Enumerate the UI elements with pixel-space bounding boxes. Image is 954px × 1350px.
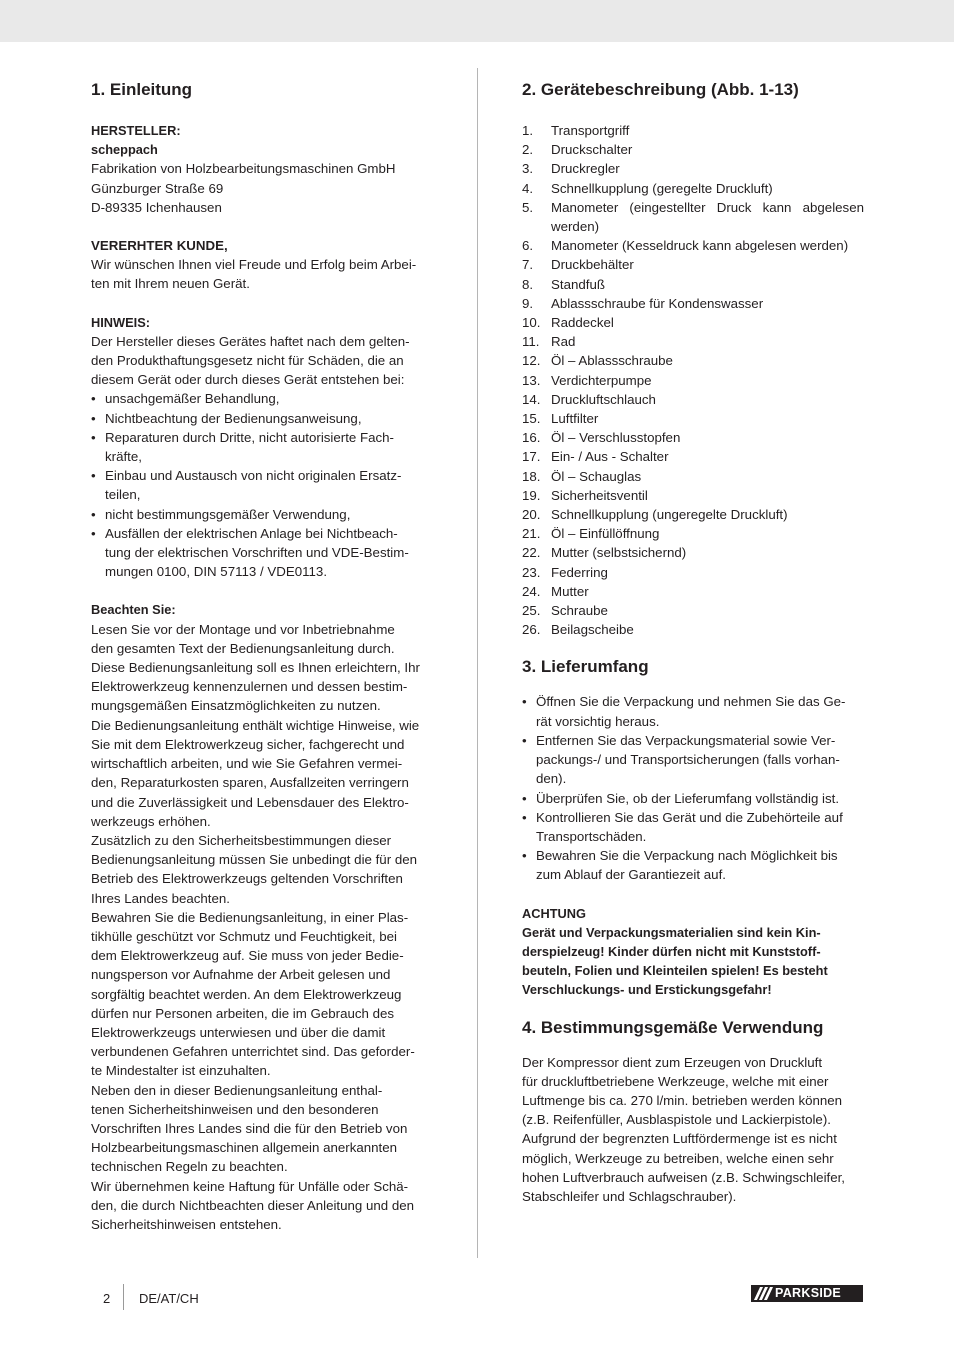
kunde-line: Wir wünschen Ihnen viel Freude und Erfolg beim Arbei-: [91, 257, 417, 273]
hersteller-line: D-89335 Ichenhausen: [91, 199, 222, 215]
part-label: Ein- / Aus - Schalter: [551, 449, 669, 465]
left-column: [91, 76, 435, 1234]
list-item: • Nichtbeachtung der Bedienungsanweisung,: [91, 409, 435, 428]
kunde-label: VERERHTER KUNDE,: [91, 238, 228, 254]
parts-list-item: [522, 179, 864, 198]
part-number: 8.: [522, 276, 534, 292]
part-number: 17.: [522, 449, 541, 465]
list-item: • Überprüfen Sie, ob der Lieferumfang vollständig ist.: [522, 789, 864, 808]
parts-list-item: [522, 467, 864, 486]
part-number: 22.: [522, 545, 541, 561]
part-label: Manometer (eingestellter Druck kann abgelesen werden): [551, 199, 864, 235]
list-item: • Entfernen Sie das Verpackungsmaterial sowie Ver- packungs-/ und Transportsicherungen (falls vorhan- den).: [522, 731, 864, 789]
part-number: 9.: [522, 295, 534, 311]
part-label: Transportgriff: [551, 123, 630, 138]
section-title-verwendung: 4. Bestimmungsgemäße Verwendung: [522, 1017, 824, 1037]
column-divider: [477, 68, 478, 1258]
part-label: Schnellkupplung (geregelte Druckluft): [551, 180, 773, 196]
hinweis-label: HINWEIS:: [91, 314, 151, 330]
lieferumfang-list: [522, 692, 864, 884]
part-number: 14.: [522, 391, 541, 407]
part-label: Druckbehälter: [551, 257, 634, 273]
parts-list-item: [522, 159, 864, 178]
part-label: Druckluftschlauch: [551, 391, 656, 407]
header-band: [0, 0, 954, 42]
parts-list-item: [522, 505, 864, 524]
parts-list-item: [522, 275, 864, 294]
part-label: Mutter (selbstsichernd): [551, 545, 687, 561]
part-number: 4.: [522, 180, 534, 196]
parts-list-item: [522, 313, 864, 332]
section-title-lieferumfang: 3. Lieferumfang: [522, 657, 649, 677]
part-number: 26.: [522, 622, 541, 638]
parts-list-item: [522, 294, 864, 313]
logo-stripes-icon: [754, 1285, 772, 1302]
part-number: 3.: [522, 161, 534, 177]
part-label: Druckschalter: [551, 142, 633, 158]
part-number: 21.: [522, 526, 541, 542]
list-item: • Einbau und Austausch von nicht originalen Ersatz- teilen,: [91, 466, 435, 504]
part-number: 19.: [522, 487, 541, 503]
part-label: Federring: [551, 564, 608, 580]
parts-list-item: [522, 428, 864, 447]
hinweis-list: [91, 389, 435, 581]
beachten-label: Beachten Sie:: [91, 602, 176, 618]
part-number: 16.: [522, 430, 541, 446]
parts-list-item: [522, 121, 864, 140]
part-number: 1.: [522, 123, 534, 138]
part-label: Schnellkupplung (ungeregelte Druckluft): [551, 507, 788, 523]
part-number: 10.: [522, 315, 541, 331]
part-number: 13.: [522, 372, 541, 388]
parts-list-item: [522, 447, 864, 466]
verwendung-paragraph: Der Kompressor dient zum Erzeugen von Druckluft für druckluftbetriebene Werkzeuge, welche mit einer Luftmenge bis ca. 270 l/min. betrieben werden können (z.B. Reifenfüller, Ausblaspistole und Lackierpistole). Aufgrund der begrenzten Luftfördermenge ist es nicht möglich, Werkzeuge zu betreiben, welche einen sehr hohen Luftverbrauch aufweisen (z.B. Schwingschleifer, Stabschleifer und Schlagschrauber).: [522, 1054, 846, 1204]
achtung-warning: Gerät und Verpackungsmaterialien sind kein Kin- derspielzeug! Kinder dürfen nicht mit Kunststoff- beuteln, Folien und Kleinteilen spielen! Es besteht Verschluckungs- und Erstickungsgefahr!: [522, 924, 828, 998]
parts-list-item: [522, 524, 864, 543]
footer-divider: [123, 1284, 124, 1310]
hersteller-line: Günzburger Straße 69: [91, 180, 224, 196]
kunde-line: ten mit Ihrem neuen Gerät.: [91, 276, 250, 292]
part-label: Druckregler: [551, 161, 620, 177]
parts-list-item: [522, 332, 864, 351]
page-number: 2: [103, 1291, 111, 1306]
parts-list-item: [522, 563, 864, 582]
parts-list-item: [522, 140, 864, 159]
hinweis-line: den Produkthaftungsgesetz nicht für Schäden, die an: [91, 353, 404, 369]
part-number: 12.: [522, 353, 541, 369]
part-label: Ablassschraube für Kondenswasser: [551, 295, 764, 311]
hersteller-label: HERSTELLER:: [91, 123, 181, 138]
parts-list-item: [522, 236, 864, 255]
hinweis-line: Der Hersteller dieses Gerätes haftet nach dem gelten-: [91, 333, 410, 349]
parts-list-item: [522, 390, 864, 409]
list-item: • Kontrollieren Sie das Gerät und die Zubehörteile auf Transportschäden.: [522, 808, 864, 846]
parts-list-item: [522, 620, 864, 639]
parts-list-item: [522, 409, 864, 428]
achtung-label: ACHTUNG: [522, 905, 586, 921]
list-item: • Reparaturen durch Dritte, nicht autorisierte Fach- kräfte,: [91, 428, 435, 466]
beachten-paragraph: Lesen Sie vor der Montage und vor Inbetriebnahme den gesamten Text der Bedienungsanleitung durch. Diese Bedienungsanleitung soll es Ihnen erleichtern, Ihr Elektrowerkzeug kennenzulernen und dessen bestim- mungsgemäßen Einsatzmöglichkeiten zu nutzen. Die Bedienungsanleitung enthält wichtige Hinweise, wie Sie mit dem Elektrowerkzeug sicher, fachgerecht und wirtschaftlich arbeiten, und wie Sie Gefahren vermei- den, Reparaturkosten sparen, Ausfallzeiten verringern und die Zuverlässigkeit und Lebensdauer des Elektro- werkzeugs erhöhen. Zusätzlich zu den Sicherheitsbestimmungen dieser Bedienungsanleitung müssen Sie unbedingt die für den Betrieb des Elektrowerkzeugs geltenden Vorschriften Ihres Landes beachten. Bewahren Sie die Bedienungsanleitung, in einer Plas- tikhülle geschützt vor Schmutz und Feuchtigkeit, bei dem Elektrowerkzeug auf. Sie muss von jeder Bedie- nungsperson vor Aufnahme der Arbeit gelesen und sorgfältig beachtet werden. An dem Elektrowerkzeug dürfen nur Personen arbeiten, die im Gebrauch des Elektrowerkzeugs unterwiesen und über die damit verbundenen Gefahren unterrichtet sind. Das geforder- te Mindestalter ist einzuhalten. Neben den in dieser Bedienungsanleitung enthal- tenen Sicherheitshinweisen und den besonderen Vorschriften Ihres Landes sind die für den Betrieb von Holzbearbeitungsmaschinen allgemein anerkannten technischen Regeln zu beachten. Wir übernehmen keine Haftung für Unfälle oder Schä- den, die durch Nichtbeachten dieser Anleitung und den Sicherheitshinweisen entstehen.: [91, 621, 420, 1232]
hinweis-line: diesem Gerät oder durch dieses Gerät entstehen bei:: [91, 372, 405, 388]
hersteller-line: Fabrikation von Holzbearbeitungsmaschinen GmbH: [91, 161, 396, 177]
parts-list-item: [522, 486, 864, 505]
section-title-geraetebeschreibung: 2. Gerätebeschreibung (Abb. 1-13): [522, 80, 799, 99]
part-label: Rad: [551, 334, 576, 350]
part-label: Öl – Ablassschraube: [551, 353, 673, 369]
list-item: • Ausfällen der elektrischen Anlage bei Nichtbeach- tung der elektrischen Vorschriften und VDE-Bestim- mungen 0100, DIN 57113 / VDE0113.: [91, 524, 435, 582]
part-label: Verdichterpumpe: [551, 372, 652, 388]
logo-text: PARKSIDE: [775, 1286, 842, 1300]
part-label: Schraube: [551, 603, 608, 619]
parts-list-item: [522, 371, 864, 390]
right-column: [522, 76, 864, 1206]
parts-list-item: [522, 601, 864, 620]
part-label: Standfuß: [551, 276, 605, 292]
part-number: 6.: [522, 238, 534, 254]
part-label: Luftfilter: [551, 411, 599, 427]
hersteller-name: scheppach: [91, 142, 158, 158]
part-label: Öl – Einfüllöffnung: [551, 526, 660, 542]
part-label: Raddeckel: [551, 315, 614, 331]
section-title-einleitung: 1. Einleitung: [91, 80, 193, 99]
list-item: • unsachgemäßer Behandlung,: [91, 389, 435, 408]
parkside-logo: [751, 1285, 863, 1302]
part-number: 5.: [522, 199, 534, 215]
part-number: 11.: [522, 334, 540, 350]
part-number: 15.: [522, 411, 541, 427]
part-label: Öl – Verschlusstopfen: [551, 430, 681, 446]
part-number: 24.: [522, 583, 541, 599]
parts-list: [522, 121, 864, 639]
part-number: 7.: [522, 257, 534, 273]
part-number: 2.: [522, 142, 534, 158]
part-label: Sicherheitsventil: [551, 487, 648, 503]
list-item: • nicht bestimmungsgemäßer Verwendung,: [91, 505, 435, 524]
parts-list-item: [522, 543, 864, 562]
parts-list-item: [522, 351, 864, 370]
parts-list-item: [522, 582, 864, 601]
part-label: Beilagscheibe: [551, 622, 634, 638]
part-label: Mutter: [551, 583, 589, 599]
part-number: 23.: [522, 564, 541, 580]
part-number: 18.: [522, 468, 541, 484]
list-item: • Bewahren Sie die Verpackung nach Möglichkeit bis zum Ablauf der Garantiezeit auf.: [522, 846, 864, 884]
list-item: • Öffnen Sie die Verpackung und nehmen Sie das Ge- rät vorsichtig heraus.: [522, 692, 864, 730]
part-number: 20.: [522, 507, 541, 523]
part-label: Öl – Schauglas: [551, 468, 642, 484]
parts-list-item: [522, 255, 864, 274]
parts-list-item: [522, 198, 864, 236]
part-label: Manometer (Kesseldruck kann abgelesen werden): [551, 238, 849, 254]
region-code: DE/AT/CH: [139, 1291, 199, 1306]
part-number: 25.: [522, 603, 541, 619]
